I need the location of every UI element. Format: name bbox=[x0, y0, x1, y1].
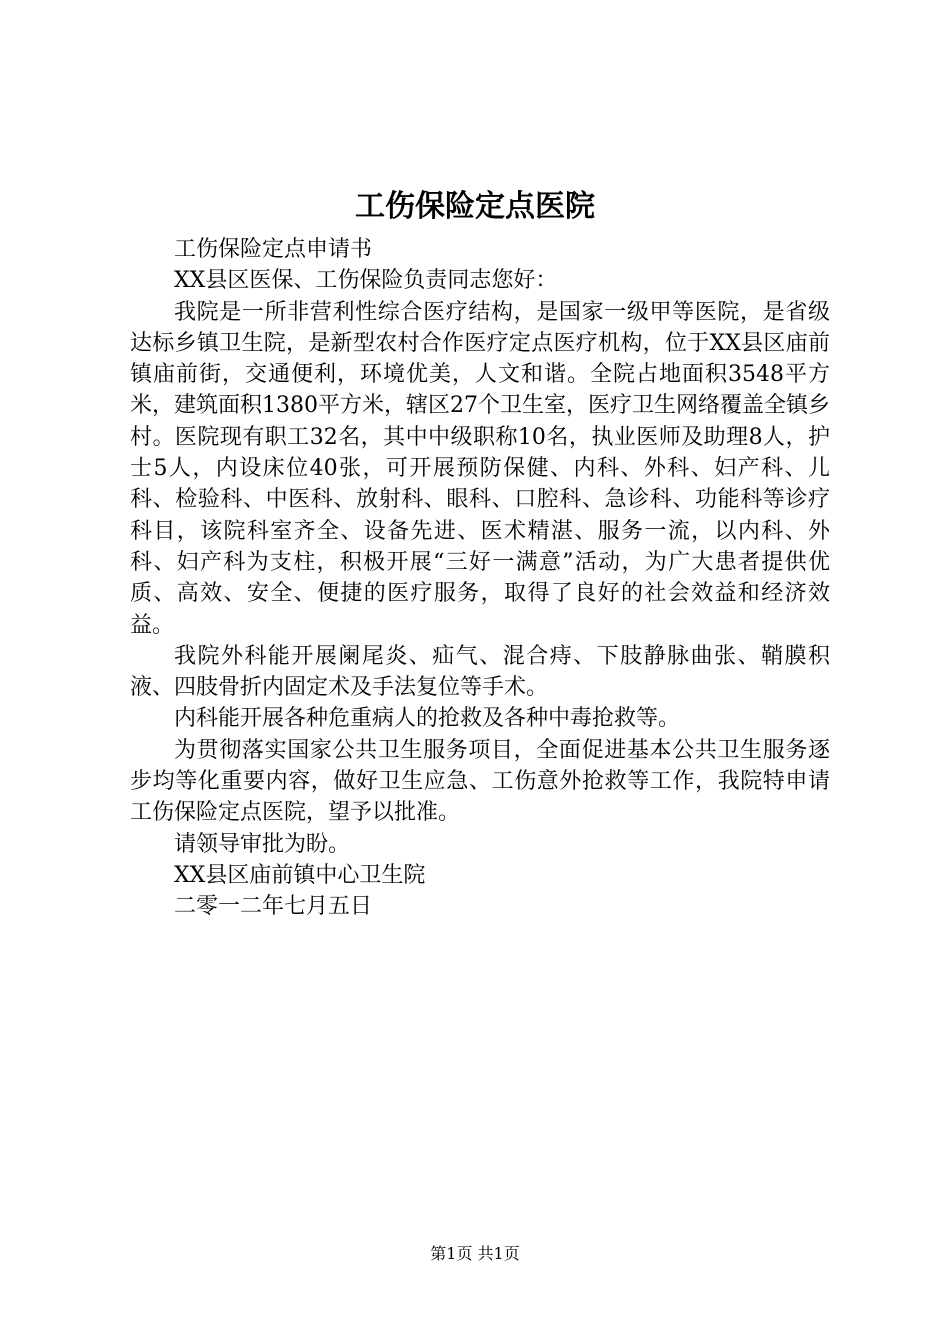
internal-medicine-paragraph: 内科能开展各种危重病人的抢救及各种中毒抢救等。 bbox=[174, 706, 681, 732]
page-footer: 第1页 共1页 bbox=[430, 1244, 520, 1263]
closing-request: 请领导审批为盼。 bbox=[174, 831, 351, 857]
document-title: 工伤保险定点医院 bbox=[355, 189, 595, 224]
document-body bbox=[130, 234, 830, 923]
surgery-capability-paragraph: 我院外科能开展阑尾炎、疝气、混合痔、下肢静脉曲张、鞘膜积液、四肢骨折内固定术及手法复位等手术。 bbox=[130, 643, 830, 701]
signature-date: 二零一二年七月五日 bbox=[174, 894, 373, 920]
salutation: XX县区医保、工伤保险负责同志您好： bbox=[174, 268, 558, 294]
application-request-paragraph: 为贯彻落实国家公共卫生服务项目，全面促进基本公共卫生服务逐步均等化重要内容，做好卫生应急、工伤意外抢救等工作，我院特申请工伤保险定点医院，望予以批准。 bbox=[130, 737, 830, 826]
application-heading: 工伤保险定点申请书 bbox=[174, 237, 373, 262]
hospital-introduction-paragraph: 我院是一所非营利性综合医疗结构，是国家一级甲等医院，是省级达标乡镇卫生院，是新型农村合作医疗定点医疗机构，位于XX县区庙前镇庙前街，交通便利，环境优美，人文和谐。全院占地面积3548平方米，建筑面积1380平方米，辖区27个卫生室，医疗卫生网络覆盖全镇乡村。医院现有职工32名，其中中级职称10名，执业医师及助理8人，护士5人，内设床位40张，可开展预防保健、内科、外科、妇产科、儿科、检验科、中医科、放射科、眼科、口腔科、急诊科、功能科等诊疗科目，该院科室齐全、设备先进、医术精湛、服务一流，以内科、外科、妇产科为支柱，积极开展“三好一满意”活动，为广大患者提供优质、高效、安全、便捷的医疗服务，取得了良好的社会效益和经济效益。 bbox=[130, 299, 830, 638]
signatory-name: XX县区庙前镇中心卫生院 bbox=[174, 862, 426, 888]
